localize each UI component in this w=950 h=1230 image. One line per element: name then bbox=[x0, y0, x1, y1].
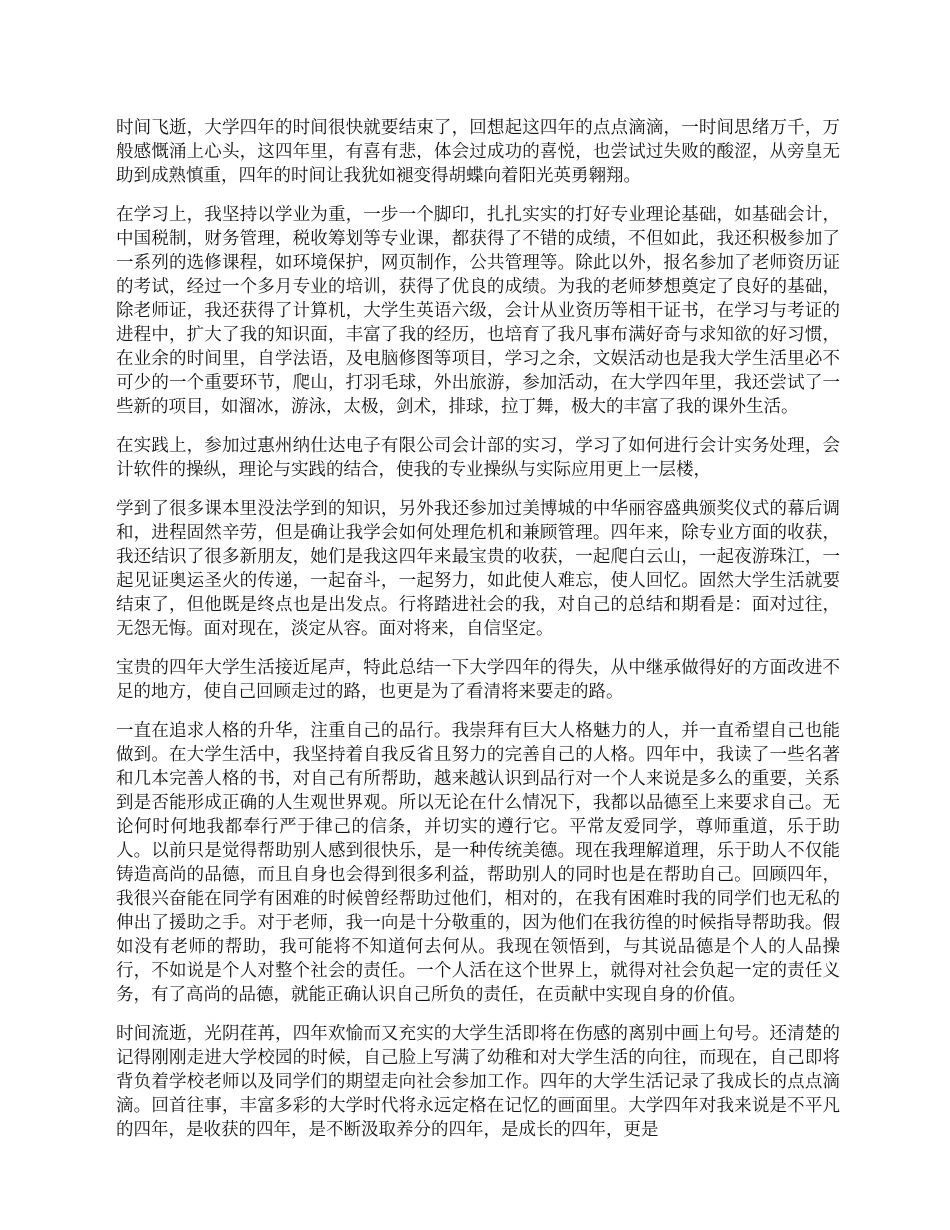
paragraph-conclusion: 时间流逝，光阴荏苒，四年欢愉而又充实的大学生活即将在伤感的离别中画上句号。还清楚的记得刚刚走进大学校园的时候，自己脸上写满了幼稚和对大学生活的向往，而现在，自己即将背负着学校老师以及同学们的期望走向社会参加工作。四年的大学生活记录了我成长的点点滴滴。回首往事，丰富多彩的大学时代将永远定格在记忆的画面里。大学四年对我来说是不平凡的四年，是收获的四年，是不断汲取养分的四年，是成长的四年，更是 bbox=[116, 1024, 840, 1140]
paragraph-practice: 在实践上，参加过惠州纳仕达电子有限公司会计部的实习，学习了如何进行会计实务处理，会计软件的操纵，理论与实践的结合，使我的专业操纵与实际应用更上一层楼， bbox=[116, 436, 840, 480]
paragraph-gains: 学到了很多课本里没法学到的知识，另外我还参加过美博城的中华丽容盛典颁奖仪式的幕后调和，进程固然辛劳，但是确让我学会如何处理危机和兼顾管理。四年来，除专业方面的收获，我还结识了很多新朋友，她们是我这四年来最宝贵的收获，一起爬白云山，一起夜游珠江，一起见证奥运圣火的传递，一起奋斗，一起努力，如此使人难忘，使人回忆。固然大学生活就要结束了，但他既是终点也是出发点。行将踏进社会的我，对自己的总结和期看是：面对过往，无怨无悔。面对现在，淡定从容。面对将来，自信坚定。 bbox=[116, 499, 840, 639]
paragraph-intro: 时间飞逝，大学四年的时间很快就要结束了，回想起这四年的点点滴滴，一时间思绪万千，万般感慨涌上心头，这四年里，有喜有悲，体会过成功的喜悦，也尝试过失败的酸涩，从旁皇无助到成熟慎重，四年的时间让我犹如褪变得胡蝶向着阳光英勇翱翔。 bbox=[116, 118, 840, 186]
paragraph-character: 一直在追求人格的升华，注重自己的品行。我崇拜有巨大人格魅力的人，并一直希望自己也能做到。在大学生活中，我坚持着自我反省且努力的完善自己的人格。四年中，我读了一些名著和几本完善人格的书，对自己有所帮助，越来越认识到品行对一个人来说是多么的重要，关系到是否能形成正确的人生观世界观。所以无论在什么情况下，我都以品德至上来要求自己。无论何时何地我都奉行严于律己的信条，并切实的遵行它。平常友爱同学，尊师重道，乐于助人。以前只是觉得帮助别人感到很快乐，是一种传统美德。现在我理解道理，乐于助人不仅能铸造高尚的品德，而且自身也会得到很多利益，帮助别人的同时也是在帮助自己。回顾四年，我很兴奋能在同学有困难的时候曾经帮助过他们，相对的，在我有困难时我的同学们也无私的伸出了援助之手。对于老师，我一向是十分敬重的，因为他们在我彷徨的时候指导帮助我。假如没有老师的帮助，我可能将不知道何去何从。我现在领悟到，与其说品德是个人的人品操行，不如说是个人对整个社会的责任。一个人活在这个世界上，就得对社会负起一定的责任义务，有了高尚的品德，就能正确认识自己所负的责任，在贡献中实现自身的价值。 bbox=[116, 721, 840, 1005]
paragraph-summary: 宝贵的四年大学生活接近尾声，特此总结一下大学四年的得失，从中继承做得好的方面改进不足的地方，使自己回顾走过的路，也更是为了看清将来要走的路。 bbox=[116, 658, 840, 702]
paragraph-study: 在学习上，我坚持以学业为重，一步一个脚印，扎扎实实的打好专业理论基础，如基础会计，中国税制，财务管理，税收筹划等专业课，都获得了不错的成绩，不但如此，我还积极参加了一系列的选修课程，如环境保护，网页制作，公共管理等。除此以外，报名参加了老师资历证的考试，经过一个多月专业的培训，获得了优良的成绩。为我的老师梦想奠定了良好的基础，除老师证，我还获得了计算机，大学生英语六级，会计从业资历等相干证书，在学习与考证的进程中，扩大了我的知识面，丰富了我的经历，也培育了我凡事布满好奇与求知欲的好习惯，在业余的时间里，自学法语，及电脑修图等项目，学习之余，文娱活动也是我大学生活里必不可少的一个重要环节，爬山，打羽毛球，外出旅游，参加活动，在大学四年里，我还尝试了一些新的项目，如溜冰，游泳，太极，剑术，排球，拉丁舞，极大的丰富了我的课外生活。 bbox=[116, 205, 840, 417]
document-body bbox=[116, 116, 840, 1157]
